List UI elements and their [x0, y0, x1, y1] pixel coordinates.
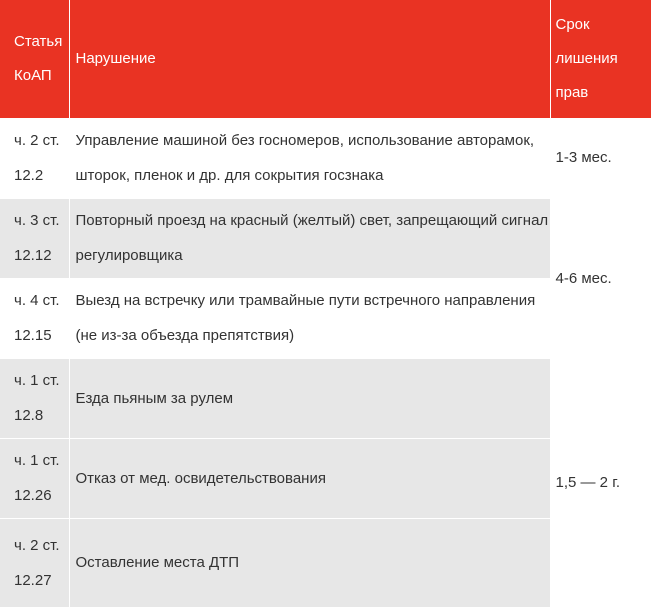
- article-cell: ч. 4 ст. 12.15: [0, 278, 69, 358]
- article-cell: ч. 1 ст. 12.8: [0, 358, 69, 438]
- table-row: [0, 118, 651, 198]
- table-header-row: [0, 0, 651, 118]
- penalty-cell: 1,5 — 2 г.: [550, 358, 651, 607]
- violation-cell: Оставление места ДТП: [69, 518, 550, 607]
- violation-cell: Управление машиной без госномеров, использование авторамок, шторок, пленок и др. для сокрытия госзнака: [69, 118, 550, 198]
- article-cell: ч. 2 ст. 12.27: [0, 518, 69, 607]
- violation-cell: Повторный проезд на красный (желтый) свет, запрещающий сигнал регулировщика: [69, 198, 550, 278]
- article-cell: ч. 1 ст. 12.26: [0, 438, 69, 518]
- violation-cell: Отказ от мед. освидетельствования: [69, 438, 550, 518]
- penalty-cell: 1-3 мес.: [550, 118, 651, 198]
- table-row: [0, 358, 651, 438]
- header-violation: Нарушение: [69, 0, 550, 118]
- header-penalty: Срок лишения прав: [550, 0, 651, 118]
- violation-cell: Выезд на встречку или трамвайные пути встречного направления (не из-за объезда препятствия): [69, 278, 550, 358]
- article-cell: ч. 3 ст. 12.12: [0, 198, 69, 278]
- penalty-cell: 4-6 мес.: [550, 198, 651, 358]
- header-article: Статья КоАП: [0, 0, 69, 118]
- violation-cell: Езда пьяным за рулем: [69, 358, 550, 438]
- article-cell: ч. 2 ст. 12.2: [0, 118, 69, 198]
- table-row: [0, 198, 651, 278]
